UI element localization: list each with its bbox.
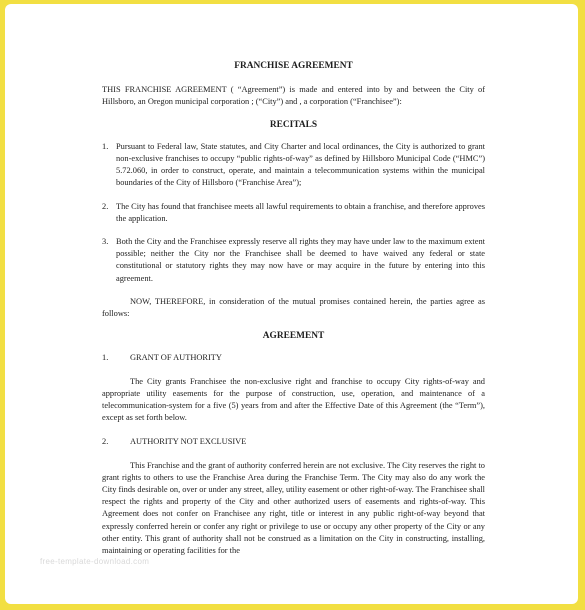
recital-number: 3. bbox=[102, 237, 109, 247]
recital-text: Both the City and the Franchisee expressly reserve all rights they may have under law to the maximum extent possible; neither the City nor the Franchisee shall be deemed to have waived any federal or state constitutional or statutory rights they may now have or may acquire in the future by entering into this agreement. bbox=[116, 237, 485, 283]
now-therefore-paragraph: NOW, THEREFORE, in consideration of the mutual promises contained herein, the parties agree as follows: bbox=[102, 296, 485, 319]
section-title: AUTHORITY NOT EXCLUSIVE bbox=[130, 437, 247, 447]
document-body bbox=[102, 60, 485, 557]
intro-paragraph: THIS FRANCHISE AGREEMENT ( “Agreement”) is made and entered into by and between the City of Hillsboro, an Oregon municipal corporation ; (“City”) and , a corporation (“Franchisee”): bbox=[102, 85, 485, 107]
section-heading bbox=[102, 436, 485, 448]
section-heading bbox=[102, 352, 485, 364]
recital-text: The City has found that franchisee meets all lawful requirements to obtain a franchise, and therefore approves the application. bbox=[116, 201, 485, 223]
recital-item bbox=[102, 236, 485, 285]
recital-item bbox=[102, 201, 485, 225]
section-number: 2. bbox=[102, 437, 109, 447]
section-title: GRANT OF AUTHORITY bbox=[130, 353, 222, 363]
watermark: free-template-download.com bbox=[40, 557, 150, 566]
document-page bbox=[5, 4, 578, 604]
recitals-heading: RECITALS bbox=[269, 119, 318, 130]
section-number: 1. bbox=[102, 353, 109, 363]
recital-item bbox=[102, 141, 485, 190]
document-title: FRANCHISE AGREEMENT bbox=[234, 61, 353, 71]
section-text: The City grants Franchisee the non-exclusive right and franchise to occupy City rights-of-way and appropriate utility easements for the purpose of construction, use, operation, and maintenance of a telecommunication-system for a five (5) years from and after the Effective Date of this Agreement (the “Term”), except as set forth below. bbox=[102, 376, 485, 423]
agreement-heading: AGREEMENT bbox=[262, 331, 325, 342]
recital-number: 1. bbox=[102, 141, 109, 151]
recital-text: Pursuant to Federal law, State statutes, and City Charter and local ordinances, the City is authorized to grant non-exclusive franchises to occupy “public rights-of-way” as defined by Hillsboro Municipal Code (“HMC”) 5.72.060, in order to construct, operate, and maintain a telecommunication systems within the municipal boundaries of the City of Hillsboro (“Franchise Area”); bbox=[116, 141, 485, 188]
section-text: This Franchise and the grant of authority conferred herein are not exclusive. The City reserves the right to grant rights to others to use the Franchise Area during the Franchise Term. The City may also do any work the City finds desirable on, over or under any street, alley, utility easement or other right-of-way. The Franchisee shall respect the rights and property of the City and other authorized users of easements and rights-of-way. This Agreement does not confer on Franchisee any right, title or interest in any public right-of-way beyond that expressly conferred herein or confer any right or privilege to use or occupy any other property of the City or any other entity. This grant of authority shall not be construed as a limitation on the City in constructing, installing, maintaining or operating facilities for the bbox=[102, 460, 485, 556]
recital-number: 2. bbox=[102, 201, 109, 211]
